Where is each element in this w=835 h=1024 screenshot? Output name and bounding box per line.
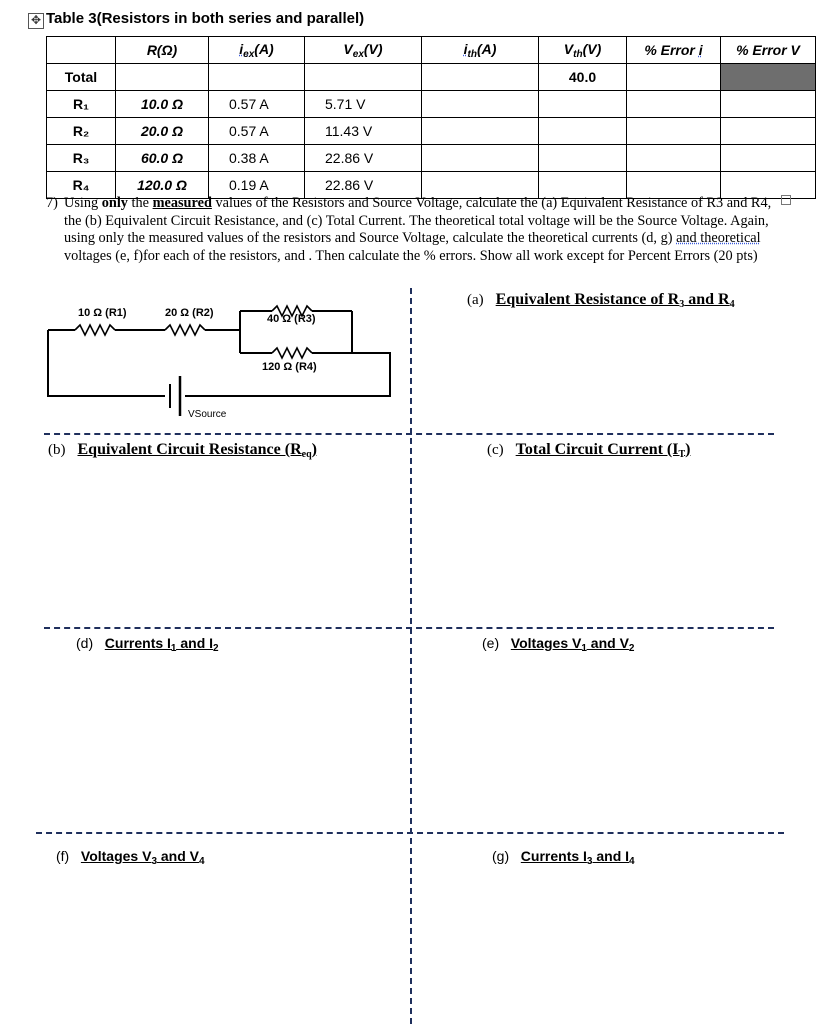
cell[interactable] xyxy=(627,91,721,118)
cell-resistance[interactable]: 10.0 Ω xyxy=(116,91,209,118)
cell[interactable] xyxy=(627,145,721,172)
cell-current[interactable]: 0.57 A xyxy=(209,118,305,145)
subscript: 2 xyxy=(213,643,219,654)
part-title xyxy=(510,635,635,654)
q-text: values of the Resistors and Source Voltage, calculate the (a) Equivalent Resistance of R3 and R4, the (b) Equivalent Circuit Resistance, and (c) Total Current. The theoretical total voltage will be the Source Voltage. Again, using only the measured values of the resistors and Source Voltage, calculate the theoretical currents (d, g) xyxy=(64,195,772,247)
horizontal-divider xyxy=(36,832,784,834)
cell[interactable] xyxy=(539,145,627,172)
part-g-heading xyxy=(492,848,635,867)
label-r2: 20 Ω (R2) xyxy=(165,307,214,319)
part-label: (e) xyxy=(482,635,500,651)
horizontal-divider xyxy=(44,433,774,435)
title-text: Equivalent Resistance of R xyxy=(495,291,680,308)
q-text: Using xyxy=(64,195,102,211)
title-text: and R xyxy=(684,291,730,308)
cell[interactable] xyxy=(209,64,305,91)
part-label: (d) xyxy=(76,635,94,651)
title-text: ) xyxy=(685,441,691,458)
part-label: (c) xyxy=(487,442,504,458)
cell[interactable] xyxy=(422,91,539,118)
circuit-diagram xyxy=(40,296,400,426)
wire-left xyxy=(48,330,165,396)
subscript: 1 xyxy=(170,643,177,654)
resistor-r2-icon xyxy=(165,325,205,335)
cell-current[interactable]: 0.38 A xyxy=(209,145,305,172)
subscript: T xyxy=(678,449,686,460)
q-bold-measured: measured xyxy=(152,195,212,211)
header-i-exp: $i_{ex}(A)$ xyxy=(209,37,305,64)
table-row xyxy=(47,118,816,145)
part-label: (a) xyxy=(467,292,484,308)
subscript: 2 xyxy=(628,643,635,654)
part-a-heading xyxy=(467,291,735,310)
label-r3: 40 Ω (R3) xyxy=(267,313,316,325)
header-v-th: $V_{th}(V)$ xyxy=(539,37,627,64)
cell-resistance[interactable]: 120.0 Ω xyxy=(116,172,209,199)
header-resistance: R(Ω) xyxy=(116,37,209,64)
cell-resistance[interactable]: 20.0 Ω xyxy=(116,118,209,145)
cell-shaded xyxy=(721,64,816,91)
cell-current[interactable]: 0.19 A xyxy=(209,172,305,199)
title-text: and I xyxy=(592,848,630,864)
label-r4: 120 Ω (R4) xyxy=(262,361,317,373)
title-text: Currents I xyxy=(104,635,171,651)
cell-resistance[interactable]: 60.0 Ω xyxy=(116,145,209,172)
cell[interactable] xyxy=(422,118,539,145)
row-label: R₂ xyxy=(47,118,116,145)
part-title xyxy=(104,635,219,654)
cell[interactable] xyxy=(721,91,816,118)
q-bold-only: only xyxy=(101,195,128,211)
part-label: (b) xyxy=(48,442,66,458)
cell[interactable] xyxy=(422,145,539,172)
table-row-total xyxy=(47,64,816,91)
part-title xyxy=(80,848,205,867)
title-text: and I xyxy=(176,635,214,651)
subscript: 4 xyxy=(199,856,205,867)
header-empty xyxy=(47,37,116,64)
cell-voltage[interactable]: 22.86 V xyxy=(305,145,422,172)
q-underlined: and theoretical xyxy=(676,230,761,247)
title-text: Total Circuit Current (I xyxy=(515,441,679,458)
question-text xyxy=(46,195,781,265)
cell[interactable] xyxy=(539,118,627,145)
cell-vth-total[interactable]: 40.0 xyxy=(539,64,627,91)
cell-current[interactable]: 0.57 A xyxy=(209,91,305,118)
header-v-exp: $V_{ex}(V)$ xyxy=(305,37,422,64)
table-row xyxy=(47,145,816,172)
table-resize-handle[interactable] xyxy=(781,195,791,205)
table-header-row xyxy=(47,37,816,64)
title-text: and V xyxy=(586,635,629,651)
resistor-r4-icon xyxy=(272,348,312,358)
part-title xyxy=(516,441,691,458)
part-e-heading xyxy=(482,635,634,654)
row-label-total: Total xyxy=(47,64,116,91)
part-f-heading xyxy=(56,848,205,867)
header-error-v: % Error V xyxy=(721,37,816,64)
cell-voltage[interactable]: 11.43 V xyxy=(305,118,422,145)
q-text: the xyxy=(127,195,153,211)
part-c-heading xyxy=(487,441,690,460)
subscript: 3 xyxy=(151,856,157,867)
row-label: R₁ xyxy=(47,91,116,118)
subscript: 3 xyxy=(586,856,593,867)
title-text: Equivalent Circuit Resistance (R xyxy=(77,441,302,458)
cell[interactable] xyxy=(627,64,721,91)
wire-right xyxy=(185,353,390,396)
cell[interactable] xyxy=(305,64,422,91)
cell[interactable] xyxy=(116,64,209,91)
part-title xyxy=(520,848,635,867)
cell[interactable] xyxy=(721,145,816,172)
part-title xyxy=(496,291,735,308)
cell-voltage[interactable]: 22.86 V xyxy=(305,172,422,199)
table-row xyxy=(47,91,816,118)
resistor-r1-icon xyxy=(75,325,115,335)
cell-voltage[interactable]: 5.71 V xyxy=(305,91,422,118)
question-number: 7) xyxy=(46,195,58,211)
row-label: R₃ xyxy=(47,145,116,172)
results-table xyxy=(46,36,816,199)
table-title: Table 3(Resistors in both series and parallel) xyxy=(46,10,365,27)
cell[interactable] xyxy=(539,91,627,118)
title-text: Currents I xyxy=(520,848,587,864)
part-title xyxy=(78,441,317,458)
subscript: eq xyxy=(301,449,312,460)
subscript: 1 xyxy=(581,643,587,654)
cell[interactable] xyxy=(627,118,721,145)
part-b-heading xyxy=(48,441,317,460)
q-text: voltages (e, f)for each of the resistors, and . Then calculate the % errors. Show all work except for Percent Errors (20 pts) xyxy=(64,247,758,264)
title-text: and V xyxy=(157,848,200,864)
table-move-handle-icon[interactable]: ✥ xyxy=(28,13,44,29)
subscript: 3 xyxy=(679,299,685,310)
label-r1: 10 Ω (R1) xyxy=(78,307,127,319)
cell[interactable] xyxy=(721,118,816,145)
part-label: (f) xyxy=(56,848,70,864)
subscript: 4 xyxy=(629,856,635,867)
title-text: Voltages V xyxy=(80,848,152,864)
header-i-th: $i_{th}(A)$ xyxy=(422,37,539,64)
label-source: VSource xyxy=(188,409,227,420)
horizontal-divider xyxy=(44,627,774,629)
part-label: (g) xyxy=(492,848,510,864)
cell[interactable] xyxy=(422,64,539,91)
header-error-i: % Error i xyxy=(627,37,721,64)
part-d-heading xyxy=(76,635,219,654)
row-label: R₄ xyxy=(47,172,116,199)
vertical-divider xyxy=(410,288,412,1024)
title-text: ) xyxy=(311,441,317,458)
subscript: 4 xyxy=(729,299,735,310)
title-text: Voltages V xyxy=(510,635,582,651)
